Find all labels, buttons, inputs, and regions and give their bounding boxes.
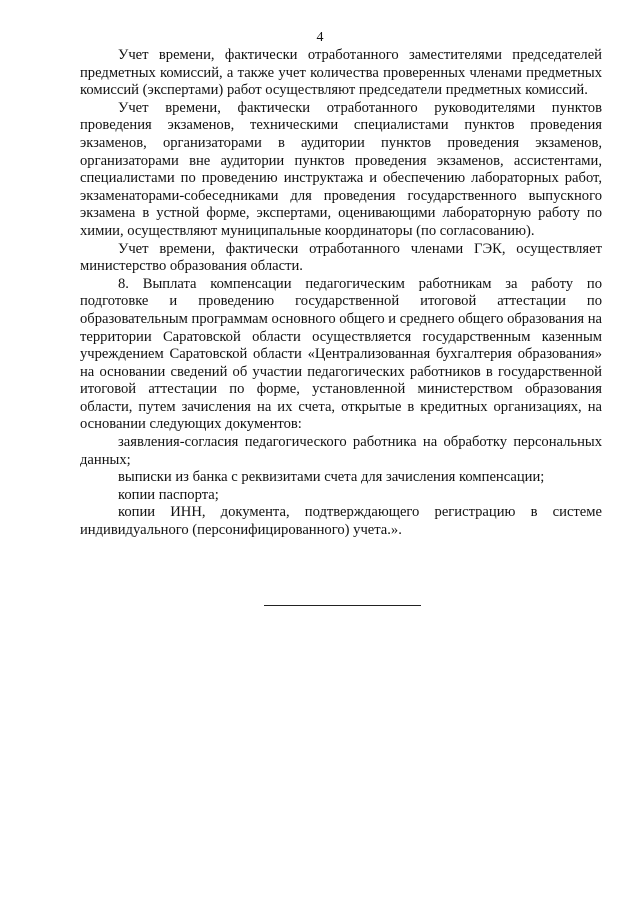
list-item-inn-copy: копии ИНН, документа, подтверждающего регистрацию в системе индивидуального (персонифицированного) учета.».: [80, 504, 602, 539]
list-item-passport-copy: копии паспорта;: [118, 486, 219, 503]
list-item-bank-statement: выписки из банка с реквизитами счета для зачисления компенсации;: [118, 469, 545, 486]
list-item-consent-statement: заявления-согласия педагогического работника на обработку персональных данных;: [80, 434, 602, 468]
page-number: 4: [316, 30, 324, 45]
document-body: [80, 47, 602, 540]
paragraph-exam-point-staff-time: Учет времени, фактически отработанного руководителями пунктов проведения экзаменов, техническими специалистами пунктов проведения экзаменов, организаторами в аудитории пунктов проведения экзаменов, организаторами вне аудитории пунктов проведения экзаменов, ассистентами, специалистами по проведению инструктажа и обеспечению лабораторных работ, экзаменаторами-собеседниками для проведения государственного выпускного экзамена в устной форме, экспертами, оценивающими лабораторную работу по химии, осуществляют муниципальные координаторы (по согласованию).: [80, 99, 602, 239]
end-divider-line: [264, 605, 421, 606]
paragraph-item-8-compensation: 8. Выплата компенсации педагогическим работникам за работу по подготовке и проведению государственной итоговой аттестации по образовательным программам основного общего и среднего общего образования на территории Саратовской области осуществляется государственным казенным учреждением Саратовской области «Централизованная бухгалтерия образования» на основании сведений об участии педагогических работников в государственной итоговой аттестации по форме, установленной министерством образования области, путем зачисления на их счета, открытые в кредитных организациях, на основании следующих документов:: [80, 275, 602, 433]
paragraph-gek-members-time: Учет времени, фактически отработанного членами ГЭК, осуществляет министерство образования области.: [80, 240, 602, 275]
paragraph-deputy-chairs-time: Учет времени, фактически отработанного заместителями председателей предметных комиссий, а также учет количества проверенных членами предметных комиссий (экспертами) работ осуществляют председатели предметных комиссий.: [80, 47, 602, 99]
